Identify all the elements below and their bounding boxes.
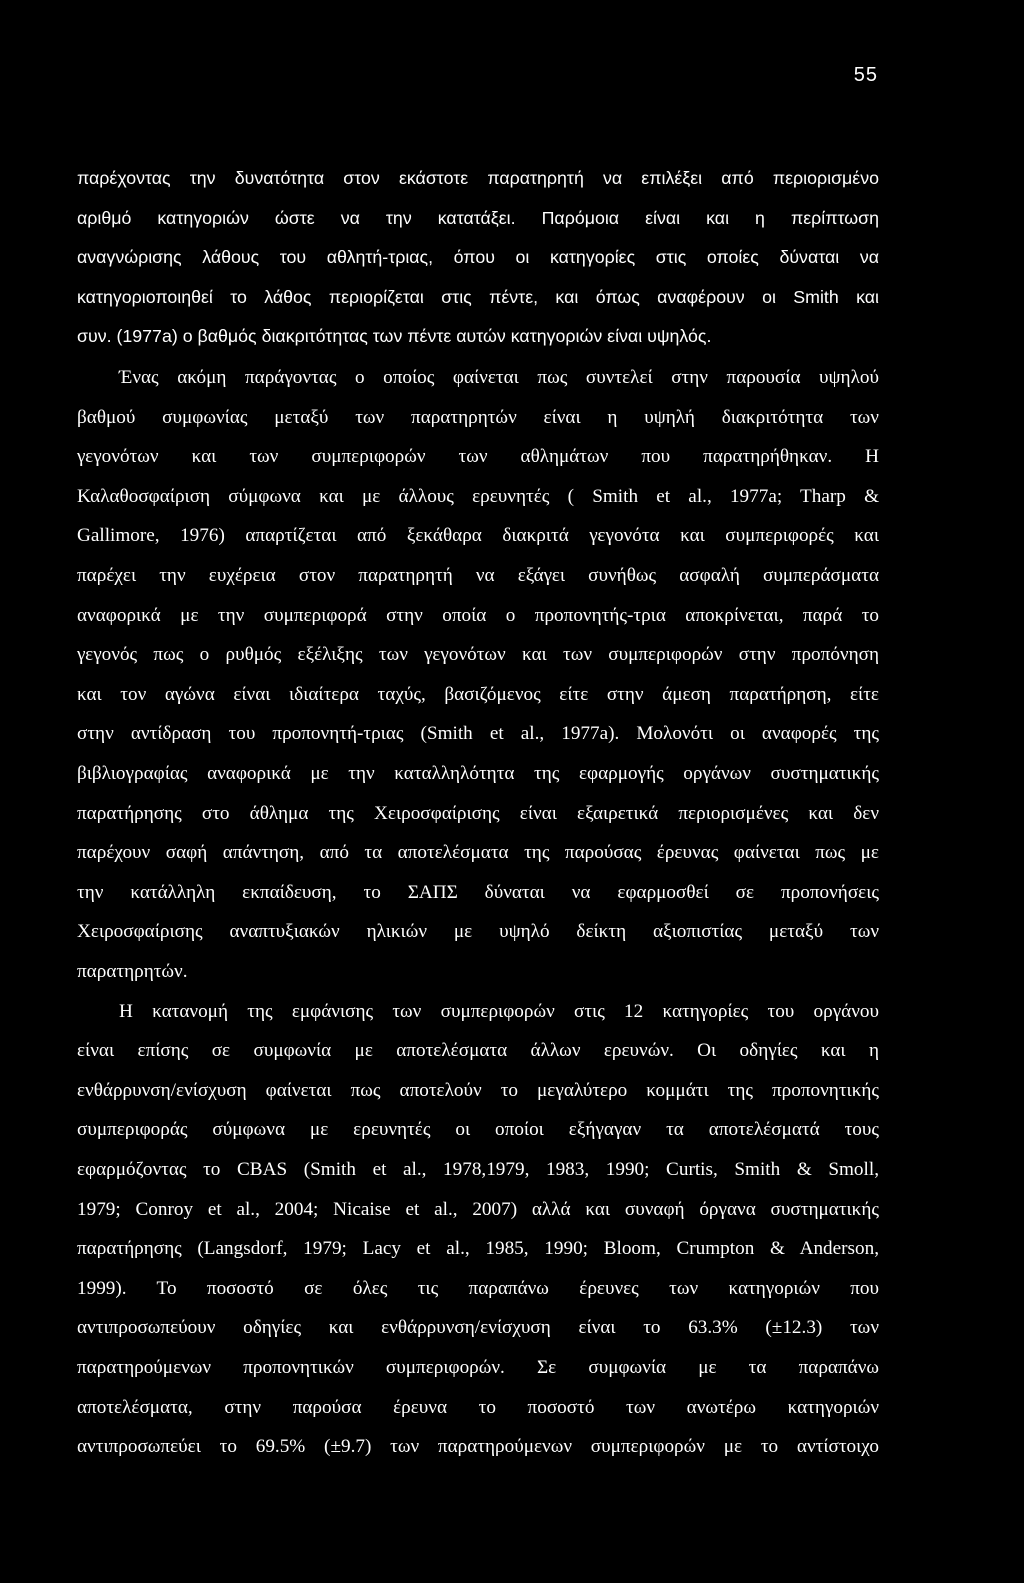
text-line: βαθμού συμφωνίας μεταξύ των παρατηρητών είναι η υψηλή διακριτότητα των bbox=[77, 407, 879, 428]
text-line: την κατάλληλη εκπαίδευση, το ΣΑΠΣ δύναται να εφαρμοσθεί σε προπονήσεις bbox=[77, 882, 879, 903]
text-line: αριθμό κατηγοριών ώστε να την κατατάξει. Παρόμοια είναι και η περίπτωση bbox=[77, 208, 879, 228]
text-line: Η κατανομή της εμφάνισης των συμπεριφορών στις 12 κατηγορίες του οργάνου bbox=[119, 1001, 879, 1022]
text-line: παρατήρησης στο άθλημα της Χειροσφαίρισης είναι εξαιρετικά περιορισμένες και δεν bbox=[77, 803, 879, 824]
text-line: στην αντίδραση του προπονητή-τριας (Smith et al., 1977a). Μολονότι οι αναφορές της bbox=[77, 723, 879, 744]
text-line: 1999). Το ποσοστό σε όλες τις παραπάνω έρευνες των κατηγοριών που bbox=[77, 1278, 879, 1299]
text-line: αντιπροσωπεύει το 69.5% (±9.7) των παρατηρούμενων συμπεριφορών με το αντίστοιχο bbox=[77, 1436, 879, 1457]
text-line: και τον αγώνα είναι ιδιαίτερα ταχύς, βασιζόμενος είτε στην άμεση παρατήρηση, είτε bbox=[77, 684, 879, 705]
text-line: αποτελέσματα, στην παρούσα έρευνα το ποσοστό των ανωτέρω κατηγοριών bbox=[77, 1397, 879, 1418]
page-number: 55 bbox=[853, 64, 878, 86]
text-line: παρατηρούμενων προπονητικών συμπεριφορών. Σε συμφωνία με τα παραπάνω bbox=[77, 1357, 879, 1378]
text-line: παρέχουν σαφή απάντηση, από τα αποτελέσματα της παρούσας έρευνας φαίνεται πως με bbox=[77, 842, 879, 863]
text-line: αντιπροσωπεύουν οδηγίες και ενθάρρυνση/ενίσχυση είναι το 63.3% (±12.3) των bbox=[77, 1317, 879, 1338]
text-line: γεγονός πως ο ρυθμός εξέλιξης των γεγονότων και των συμπεριφορών στην προπόνηση bbox=[77, 644, 879, 665]
text-line: αναγνώρισης λάθους του αθλητή-τριας, όπου οι κατηγορίες στις οποίες δύναται να bbox=[77, 247, 879, 267]
text-line: παρέχει την ευχέρεια στον παρατηρητή να εξάγει συνήθως ασφαλή συμπεράσματα bbox=[77, 565, 879, 586]
text-line: Καλαθοσφαίριση σύμφωνα και με άλλους ερευνητές ( Smith et al., 1977a; Tharp & bbox=[77, 486, 879, 507]
text-line: βιβλιογραφίας αναφορικά με την καταλληλότητα της εφαρμογής οργάνων συστηματικής bbox=[77, 763, 879, 784]
text-line: κατηγοριοποιηθεί το λάθος περιορίζεται στις πέντε, και όπως αναφέρουν οι Smith και bbox=[77, 287, 879, 307]
text-line: παρατηρητών. bbox=[77, 961, 188, 982]
text-line: συν. (1977a) ο βαθμός διακριτότητας των πέντε αυτών κατηγοριών είναι υψηλός. bbox=[77, 326, 712, 346]
text-line: Χειροσφαίρισης αναπτυξιακών ηλικιών με υψηλό δείκτη αξιοπιστίας μεταξύ των bbox=[77, 921, 879, 942]
text-line: είναι επίσης σε συμφωνία με αποτελέσματα άλλων ερευνών. Οι οδηγίες και η bbox=[77, 1040, 879, 1061]
text-line: Gallimore, 1976) απαρτίζεται από ξεκάθαρα διακριτά γεγονότα και συμπεριφορές και bbox=[77, 525, 879, 546]
text-line: εφαρμόζοντας το CBAS (Smith et al., 1978,1979, 1983, 1990; Curtis, Smith & Smoll, bbox=[77, 1159, 879, 1180]
text-line: ενθάρρυνση/ενίσχυση φαίνεται πως αποτελούν το μεγαλύτερο κομμάτι της προπονητικής bbox=[77, 1080, 879, 1101]
text-line: συμπεριφοράς σύμφωνα με ερευνητές οι οποίοι εξήγαγαν τα αποτελέσματά τους bbox=[77, 1119, 879, 1140]
text-line: Ένας ακόμη παράγοντας ο οποίος φαίνεται πως συντελεί στην παρουσία υψηλού bbox=[119, 367, 879, 388]
text-line: αναφορικά με την συμπεριφορά στην οποία ο προπονητής-τρια αποκρίνεται, παρά το bbox=[77, 605, 879, 626]
text-line: γεγονότων και των συμπεριφορών των αθλημάτων που παρατηρήθηκαν. Η bbox=[77, 446, 879, 467]
text-line: παρατήρησης (Langsdorf, 1979; Lacy et al., 1985, 1990; Bloom, Crumpton & Anderson, bbox=[77, 1238, 879, 1259]
text-line: 1979; Conroy et al., 2004; Nicaise et al., 2007) αλλά και συναφή όργανα συστηματικής bbox=[77, 1199, 879, 1220]
text-line: παρέχοντας την δυνατότητα στον εκάστοτε παρατηρητή να επιλέξει από περιορισμένο bbox=[77, 168, 879, 188]
